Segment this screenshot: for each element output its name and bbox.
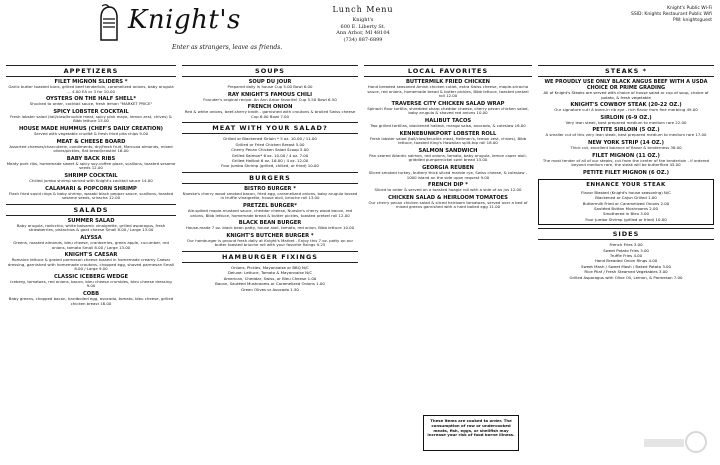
menu-item (538, 153, 714, 168)
menu-item-name: FRENCH ONION (247, 104, 293, 111)
steaks-intro: WE PROUDLY USE ONLY BLACK ANGUS BEEF WITH A USDA CHOICE OR PRIME GRADING (544, 79, 708, 91)
menu-item-name: SOUP DU JOUR (248, 79, 292, 85)
price-line: French Fries 3.00 (609, 242, 643, 248)
menu-item-description: Hand breaded seasoned Amish chicken cutlet, extra Swiss cheese, maple-sriracha sauce, red onions, homemade bread & butter pickles, Bibb lettuce, toasted pretzel roll 12.00 (367, 84, 529, 99)
menu-item-description: Nueske's cherry wood smoked bacon, fried egg, caramelized onions, baby arugula tossed in truffle vinaigrette, house aioli, brioche roll 13.00 (182, 190, 358, 201)
enhance-heading: ENHANCE YOUR STEAK (586, 181, 666, 188)
menu-item-description: Served with vegetable crudité & fresh fried pita chips 9.00 (33, 130, 149, 136)
menu-item-description: Our signature cut! A bone-in rib eye - rich flavor from fine marbling 49.00 (554, 107, 698, 113)
menu-item (538, 102, 714, 113)
menu-item (364, 79, 532, 99)
menu-item-name: KNIGHT'S COWBOY STEAK (20-22 OZ.) (570, 102, 682, 109)
menu-item-name: SUMMER SALAD (67, 217, 115, 224)
menu-item-description: Our cherry pecan chicken salad & sliced heirloom tomatoes, served over a bed of mixed greens garnished with a hard boiled egg 11.00 (368, 199, 528, 210)
price-line: Sweet Mash / Sweet Mash / Baked Potato 3.00 (580, 263, 671, 269)
price-line: Grilled Salmon* 6 oz. 10.00 / 4 oz. 7.00 (231, 152, 309, 158)
menu-item (182, 79, 358, 90)
menu-item-name: BISTRO BURGER * (244, 185, 296, 192)
menu-item-description: Assorted cheeses/charcuterie, condiments, dry/fresh fruit, Marcona almonds, mixed olives/pickles, flat bread/crostini 16.00 (9, 143, 173, 154)
menu-header (0, 0, 720, 60)
menu-item-name: HOUSE MADE HUMMUS (CHEF'S DAILY CREATION) (18, 125, 164, 132)
wifi-line: Knight's Public Wi-Fi (666, 6, 712, 11)
menu-item (364, 101, 532, 116)
menu-item-name: SIRLOIN (6-9 OZ.) (600, 114, 652, 121)
menu-item (6, 186, 176, 201)
menu-item-description: Greens, roasted almonds, bleu cheese, cranberries, green apple, cucumber, red onions, tomato Small 8.00 / Large 13.00 (13, 239, 169, 250)
menu-item (182, 203, 358, 218)
menu-item-description: Fresh lobster salad (tail/claw/knuckle meat, spicy pink mayo, lemon zest, chives) & Bibb lettuce 15.00 (10, 113, 172, 124)
menu-item-name: FILET MIGNON SLIDERS * (54, 79, 128, 85)
tagline: Enter as strangers, leave as friends. (172, 44, 283, 51)
column-local-favorites (364, 62, 532, 212)
menu-item-name: MEAT & CHEESE BOARD (56, 138, 126, 145)
menu-item-description: Founder's original recipe. An Ann Arbor favorite! Cup 5.50 Bowl 6.50 (203, 96, 337, 102)
menu-item-description: Very lean steak, best prepared medium to medium rare 22.00 (565, 119, 687, 125)
menu-item (6, 109, 176, 124)
menu-item-name: CLASSIC ICEBERG WEDGE (53, 273, 129, 280)
price-line: Sautéed Button Mushrooms 2.00 (594, 205, 658, 211)
menu-item-description: Pan seared Atlantic salmon, red onions, tomato, baby arugula, lemon caper aioli, griddled pumpernickel swirl bread 15.00 (369, 152, 527, 163)
menu-item-description: Flash fried squid rings & baby shrimp, wasabi black pepper sauce, scallions, toasted sesame seeds, sriracha 12.00 (8, 190, 174, 201)
menu-title: Lunch Menu (332, 5, 394, 14)
wifi-line: SSID: Knights Restaurant Public Wifi (630, 12, 712, 17)
menu-item-name: BUTTERMILK FRIED CHICKEN (405, 79, 491, 85)
watermark-logo-icon (640, 430, 710, 458)
menu-item (538, 170, 714, 176)
steaks-list (538, 102, 714, 176)
price-line: Smothered in Bleu 3.00 (603, 211, 649, 217)
menu-item (182, 186, 358, 201)
price-line: Sweet Potato Fries 3.00 (603, 247, 649, 253)
menu-item-name: KNIGHT'S BUTCHER BURGER * (226, 232, 314, 239)
menu-item-description: House-made 7 oz. black bean patty, house aioli, tomato, red onion, Bibb lettuce 10.00 (185, 225, 355, 231)
sides-heading: SIDES (538, 228, 714, 240)
menu-item (6, 79, 176, 94)
address-line: 600 E. Liberty St. (340, 23, 386, 30)
meat-salad-list (182, 136, 358, 168)
menu-item-description: The most tender of all of our steaks, cut from the center of the tenderloin - if ordered beyond medium rare, the steak will be butterflied 45.00 (542, 157, 710, 168)
menu-item (364, 165, 532, 180)
price-line: Grilled or Fried Chicken Breast 5.00 (235, 141, 305, 147)
appetizers-list (6, 79, 176, 201)
price-line: Grilled Halibut 6 oz. 16.00 / 4 oz. 12.00 (231, 158, 309, 163)
menu-item-name: SHRIMP COCKTAIL (64, 172, 118, 179)
menu-item-description: Meaty pork ribs, homemade sweet & spicy soy-coffee glaze, scallions, toasted sesame seeds 12.00 (6, 160, 176, 171)
menu-item-description: Sliced to order & served on a toasted hoagie roll with a side of au jus 12.00 (374, 187, 522, 193)
price-line: Hand Breaded Onion Rings 4.00 (594, 258, 658, 264)
salads-heading: SALADS (6, 204, 176, 216)
steaks-heading: STEAKS * (538, 65, 714, 77)
restaurant-address (310, 17, 416, 43)
price-line: Deluxe: Lettuce, Tomato & Mayonnaise N/C (227, 270, 313, 276)
price-line: Buttermilk Fried or Caramelized Onions 2.00 (582, 200, 670, 206)
price-line: Green Olives or Avocado 1.50 (241, 286, 299, 292)
menu-item-name: CALAMARI & POPCORN SHRIMP (45, 185, 137, 192)
address-line: Knight's (352, 17, 374, 23)
enhance-list (543, 190, 709, 222)
sides-list (538, 242, 714, 280)
menu-item-name: HALIBUT TACOS (424, 117, 472, 124)
menu-item-description: Shucked to order, cocktail sauce, fresh lemon "MARKET PRICE" (29, 101, 153, 107)
burgers-list (182, 186, 358, 248)
menu-item-name: NEW YORK STRIP (14 OZ.) (588, 139, 664, 146)
menu-item-name: PETITE SIRLOIN (5 OZ.) (592, 127, 660, 134)
price-line: Four Jumbo Shrimp (grilled, chilled, or fried) 10.00 (221, 163, 319, 169)
menu-item-name: FILET MIGNON (11 OZ.) (592, 152, 660, 159)
menu-item (6, 252, 176, 272)
wifi-line: PW: knightsguest (673, 18, 712, 23)
menu-item-description: Spinach flour tortilla, shredded sharp cheddar cheese, cherry pecan chicken salad, baby arugula & shaved red onions 10.00 (367, 105, 529, 116)
menu-item (6, 156, 176, 171)
column-appetizers-salads (6, 62, 176, 308)
soups-heading: SOUPS (182, 65, 358, 77)
menu-item (538, 140, 714, 151)
menu-item-description: Baby greens, chopped bacon, hardboiled egg, avocado, tomato, bleu cheese, grilled chicken breast 16.00 (8, 296, 174, 306)
menu-item-description: Fresh lobster salad (tail/claw/knuckle meat, Hellman's, lemon zest, chives), Bibb lettuce, toasted King's Hawaiian split-top roll 18.00 (369, 135, 527, 146)
menu-item-name: KNIGHT'S CAESAR (64, 252, 118, 259)
menu-item-name: FRENCH DIP * (428, 182, 468, 189)
menu-item (182, 104, 358, 119)
column-steaks-sides (538, 62, 714, 280)
menu-item-name: ALYSSA (80, 234, 102, 241)
menu-item (364, 131, 532, 146)
menu-item-name: KENNEBUNKPORT LOBSTER ROLL (399, 130, 497, 137)
menu-item-name: BLACK BEAN BURGER (238, 220, 302, 227)
menu-item-description: Iceberg, tomatoes, red onions, bacon, bleu cheese crumbles, bleu cheese dressing 9.00 (10, 278, 172, 289)
menu-item-name: CHICKEN SALAD & HEIRLOOM TOMATOES (388, 194, 508, 201)
menu-item-name: SALMON SANDWICH (418, 147, 478, 154)
menu-item-description: Prepared daily in house Cup 5.00 Bowl 6.00 (227, 84, 313, 89)
steaks-note: All of Knight's Steaks are served with choice of house salad or cup of soup, choice of potato, & fresh vegetable (543, 90, 709, 100)
price-line: Grilled Asparagus with Olive Oil, Lemon, & Parmesan 7.00 (569, 274, 683, 280)
menu-item-name: SPICY LOBSTER COCKTAIL (53, 108, 129, 115)
local-heading: LOCAL FAVORITES (364, 65, 532, 77)
menu-item (182, 92, 358, 103)
menu-item-description: Ale-spiked maple-mustard sauce, cheddar cheese, Nueske's cherry wood bacon, red onions, Bibb lettuce, homemade bread & butter pickles, toasted pretzel roll 12.00 (187, 208, 353, 218)
menu-item-name: PETITE FILET MIGNON (6 OZ.) (583, 169, 669, 176)
menu-item (538, 115, 714, 126)
menu-item (364, 195, 532, 210)
menu-item-description: Our hamburger is ground fresh daily at Knight's Market - Enjoy this 7 oz. patty on our butter toasted brioche roll with your favorite fixings 9.25 (186, 237, 354, 248)
menu-item-description: Chilled jumbo shrimp served with Knight's cocktail sauce 14.00 (29, 177, 153, 183)
price-line: American, Cheddar, Swiss, or Bleu Cheese 1.00 (223, 275, 317, 281)
price-line: Bacon, Sautéed Mushrooms or Caramelized Onions 1.00 (215, 281, 325, 287)
menu-item-name: GEORGIA REUBEN (422, 164, 474, 171)
price-line: Truffle Fries 4.00 (609, 253, 643, 258)
menu-item-description: Baby arugula, radicchio, white balsamic vinaigrette, grilled asparagus, fresh strawberries, pistachios & goat cheese Small 8.00 / Large 13.00 (16, 222, 166, 233)
menu-item (182, 220, 358, 231)
menu-item-description: Sliced smoked turkey, buttery thick sliced marble rye, Swiss cheese, & coleslaw - 1000 island on the side upon request 9.00 (368, 169, 528, 180)
address-line: Ann Arbor, MI 48104 (336, 30, 390, 36)
fixings-list (182, 265, 358, 292)
salads-list (6, 218, 176, 307)
menu-item-description: Garlic butter toasted buns, grilled beef tenderloin, caramelized onions, baby arugula ... 4.00 EA or 3 for 10.00 (8, 84, 174, 94)
menu-item-description: Thick cut, excellent balance of flavor & tenderness 38.00 (570, 144, 682, 150)
price-line: Onions, Pickles, Mayonnaise or BBQ N/C (231, 264, 309, 270)
menu-item (6, 126, 176, 137)
enhance-box (538, 179, 714, 225)
menu-item (6, 291, 176, 306)
menu-item-description: Romaine lettuce & grated parmesan cheese tossed in homemade creamy Caesar dressing, garnished with homemade croutons, chopped egg, shaved parmesan Small 8.00 / Large 9.00 (7, 257, 175, 272)
soups-list (182, 79, 358, 119)
menu-item-name: RAY KNIGHT'S FAMOUS CHILI (227, 91, 313, 98)
menu-item-description: A smaller cut of this very lean steak, best prepared medium to medium rare 17.00 (545, 132, 707, 138)
price-line: Blackened or Cajun Grilled 1.00 (595, 195, 657, 201)
menu-item-name: BABY BACK RIBS (66, 155, 116, 162)
brand-name: Knight's (128, 5, 241, 35)
raw-food-notice: These items are cooked to order. The consumption of raw or undercooked meats, fish, eggs, or shellfish may increase your risk of food borne illness. (423, 415, 519, 451)
menu-item-description: Red & white onions, beef-sherry broth - garnished with croutons & broiled Swiss cheese Cup 6.00 Bowl 7.00 (184, 109, 356, 119)
menu-item (6, 96, 176, 107)
menu-item (6, 274, 176, 289)
column-soups-burgers (182, 62, 358, 292)
knight-helmet-icon (96, 4, 120, 42)
menu-item (6, 235, 176, 250)
fixings-heading: HAMBURGER FIXINGS (182, 251, 358, 263)
wifi-info (542, 6, 712, 24)
menu-item (364, 118, 532, 129)
burgers-heading: BURGERS (182, 172, 358, 184)
menu-item (538, 127, 714, 138)
price-line: Grilled or Blackened Sirloin * 5 oz. 10.00 / 11.00 (223, 136, 317, 142)
price-line: Four Jumbo Shrimp (grilled or fried) 10.00 (585, 216, 667, 222)
menu-item-name: OYSTERS ON THE HALF SHELL* (45, 96, 137, 103)
menu-item (6, 218, 176, 233)
menu-item-description: Two grilled tortillas, blackened halibut, mango salsa, avocado, & coleslaw 16.00 (370, 122, 526, 128)
menu-item (364, 182, 532, 193)
menu-item (364, 148, 532, 163)
menu-item (6, 173, 176, 184)
menu-item-name: TRAVERSE CITY CHICKEN SALAD WRAP (391, 100, 505, 107)
price-line: Rice Pilaf / Fresh Steamed Vegetables 3.00 (584, 269, 668, 275)
menu-item-name: PRETZEL BURGER* (243, 203, 297, 209)
appetizers-heading: APPETIZERS (6, 65, 176, 77)
price-line: Flavor Blasted (Knight's house seasoning) N/C (581, 189, 671, 195)
price-line: Cherry Pecan Chicken Salad Scoop 5.00 (231, 147, 309, 153)
menu-item-name: COBB (82, 291, 100, 298)
address-line: (734) 887-6899 (343, 36, 383, 43)
local-favorites-list (364, 79, 532, 210)
meat-salad-heading: MEAT WITH YOUR SALAD? (182, 122, 358, 134)
menu-item (182, 233, 358, 248)
menu-item (6, 139, 176, 154)
